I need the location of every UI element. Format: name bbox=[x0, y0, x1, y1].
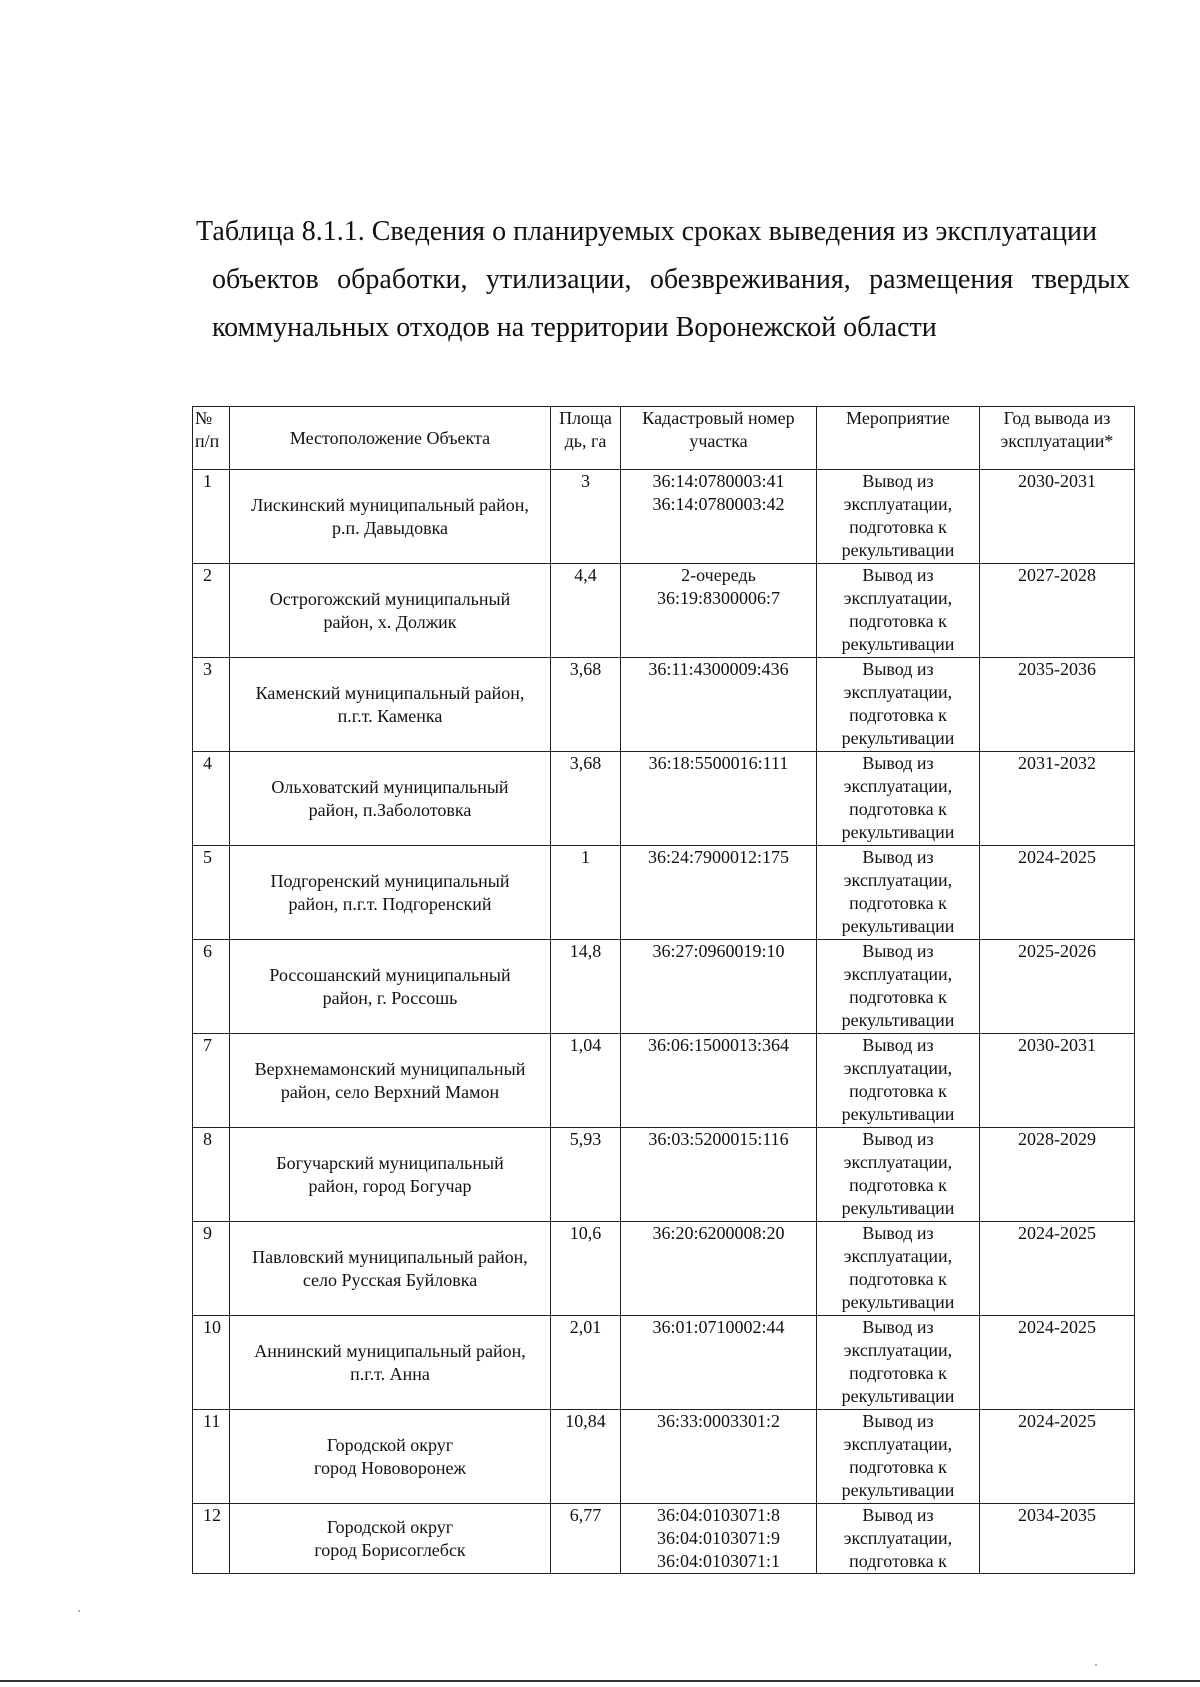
page-title bbox=[196, 208, 1130, 352]
year-cell: 2030-2031 bbox=[980, 470, 1135, 564]
measure-cell-line: рекультивации bbox=[841, 1104, 955, 1124]
cadastral-cell-line: 36:03:5200015:116 bbox=[648, 1129, 789, 1149]
location-cell bbox=[230, 470, 551, 564]
measure-cell-line: эксплуатации, bbox=[843, 1058, 953, 1078]
row-number: 4 bbox=[193, 752, 230, 846]
table-row bbox=[193, 1034, 1135, 1128]
year-cell: 2028-2029 bbox=[980, 1128, 1135, 1222]
measure-cell bbox=[817, 470, 980, 564]
measure-cell-line: рекультивации bbox=[841, 1292, 955, 1312]
year-cell: 2024-2025 bbox=[980, 1316, 1135, 1410]
location-cell bbox=[230, 564, 551, 658]
cadastral-cell bbox=[621, 564, 817, 658]
area-cell: 3 bbox=[551, 470, 621, 564]
measure-cell-line: подготовка к bbox=[849, 1551, 947, 1571]
location-cell-line: район, п.Заболотовка bbox=[308, 799, 472, 820]
measure-cell-line: подготовка к bbox=[849, 705, 947, 725]
cadastral-cell bbox=[621, 1316, 817, 1410]
location-cell-line: район, х. Должик bbox=[323, 611, 457, 632]
cadastral-cell bbox=[621, 1504, 817, 1574]
measure-cell-line: эксплуатации, bbox=[843, 1246, 953, 1266]
measure-cell bbox=[817, 1410, 980, 1504]
measure-cell-line: рекультивации bbox=[841, 916, 955, 936]
row-number: 7 bbox=[193, 1034, 230, 1128]
cadastral-cell bbox=[621, 1222, 817, 1316]
cadastral-cell-line: 36:20:6200008:20 bbox=[652, 1223, 785, 1243]
table-row bbox=[193, 1128, 1135, 1222]
location-cell-line: Лискинский муниципальный район, bbox=[251, 494, 529, 515]
location-cell-line: район, город Богучар bbox=[308, 1175, 472, 1196]
table-row bbox=[193, 1504, 1135, 1574]
area-cell: 3,68 bbox=[551, 752, 621, 846]
cadastral-cell-line: 36:04:0103071:8 bbox=[656, 1505, 780, 1525]
measure-cell bbox=[817, 1128, 980, 1222]
measure-cell-line: эксплуатации, bbox=[843, 776, 953, 796]
measure-cell bbox=[817, 564, 980, 658]
cadastral-cell-line: 36:24:7900012:175 bbox=[647, 847, 789, 867]
row-number: 10 bbox=[193, 1316, 230, 1410]
location-cell-line: район, г. Россошь bbox=[322, 987, 458, 1008]
header-area-line: Площа bbox=[559, 408, 612, 428]
scan-speck bbox=[1095, 1664, 1097, 1666]
location-cell bbox=[230, 1504, 551, 1574]
header-area bbox=[551, 407, 621, 470]
measure-cell-line: эксплуатации, bbox=[843, 494, 953, 514]
location-cell-line: п.г.т. Каменка bbox=[337, 705, 443, 726]
area-cell: 14,8 bbox=[551, 940, 621, 1034]
area-cell: 2,01 bbox=[551, 1316, 621, 1410]
measure-cell-line: рекультивации bbox=[841, 1480, 955, 1500]
row-number: 8 bbox=[193, 1128, 230, 1222]
scan-speck bbox=[78, 1610, 80, 1612]
cadastral-cell bbox=[621, 1410, 817, 1504]
location-cell-line: Россошанский муниципальный bbox=[269, 964, 511, 985]
measure-cell-line: подготовка к bbox=[849, 517, 947, 537]
area-cell: 10,6 bbox=[551, 1222, 621, 1316]
table-body bbox=[193, 470, 1135, 1574]
row-number: 6 bbox=[193, 940, 230, 1034]
measure-cell-line: эксплуатации, bbox=[843, 964, 953, 984]
header-cadastral-line: участка bbox=[689, 431, 748, 451]
measure-cell-line: Вывод из bbox=[862, 471, 934, 491]
location-cell bbox=[230, 1316, 551, 1410]
cadastral-cell-line: 36:04:0103071:1 bbox=[656, 1551, 780, 1571]
measure-cell-line: Вывод из bbox=[862, 941, 934, 961]
header-year-line: Год вывода из bbox=[1003, 408, 1111, 428]
area-cell: 1,04 bbox=[551, 1034, 621, 1128]
measure-cell bbox=[817, 1034, 980, 1128]
year-cell: 2025-2026 bbox=[980, 940, 1135, 1034]
location-cell bbox=[230, 846, 551, 940]
measure-cell-line: эксплуатации, bbox=[843, 1340, 953, 1360]
table-row bbox=[193, 470, 1135, 564]
measure-cell-line: эксплуатации, bbox=[843, 870, 953, 890]
header-num bbox=[193, 407, 230, 470]
row-number: 12 bbox=[193, 1504, 230, 1574]
cadastral-cell bbox=[621, 1034, 817, 1128]
measure-cell bbox=[817, 846, 980, 940]
measure-cell-line: Вывод из bbox=[862, 847, 934, 867]
title-line-1: Таблица 8.1.1. Сведения о планируемых сроках выведения из эксплуатации bbox=[196, 216, 1097, 247]
location-cell-line: район, село Верхний Мамон bbox=[280, 1081, 500, 1102]
location-cell-line: Подгоренский муниципальный bbox=[270, 870, 510, 891]
area-cell: 6,77 bbox=[551, 1504, 621, 1574]
cadastral-cell-line: 36:06:1500013:364 bbox=[647, 1035, 789, 1055]
header-year-line: эксплуатации* bbox=[1000, 431, 1114, 451]
year-cell: 2030-2031 bbox=[980, 1034, 1135, 1128]
measure-cell-line: Вывод из bbox=[862, 1223, 934, 1243]
location-cell-line: р.п. Давыдовка bbox=[331, 517, 449, 538]
location-cell-line: город Нововоронеж bbox=[314, 1457, 466, 1478]
table-row bbox=[193, 1222, 1135, 1316]
location-cell bbox=[230, 1222, 551, 1316]
area-cell: 3,68 bbox=[551, 658, 621, 752]
cadastral-cell bbox=[621, 752, 817, 846]
measure-cell-line: рекультивации bbox=[841, 728, 955, 748]
row-number: 2 bbox=[193, 564, 230, 658]
location-cell bbox=[230, 940, 551, 1034]
page-edge-line bbox=[0, 1680, 1200, 1682]
measure-cell-line: подготовка к bbox=[849, 1363, 947, 1383]
measure-cell-line: Вывод из bbox=[862, 753, 934, 773]
measure-cell-line: подготовка к bbox=[849, 893, 947, 913]
table-row bbox=[193, 846, 1135, 940]
measure-cell bbox=[817, 752, 980, 846]
measure-cell-line: эксплуатации, bbox=[843, 1528, 953, 1548]
row-number: 9 bbox=[193, 1222, 230, 1316]
measure-cell-line: эксплуатации, bbox=[843, 682, 953, 702]
measure-cell-line: Вывод из bbox=[862, 1129, 934, 1149]
measure-cell-line: рекультивации bbox=[841, 1010, 955, 1030]
cadastral-cell bbox=[621, 658, 817, 752]
cadastral-cell-line: 36:01:0710002:44 bbox=[652, 1317, 785, 1337]
row-number: 5 bbox=[193, 846, 230, 940]
measure-cell bbox=[817, 1316, 980, 1410]
location-cell bbox=[230, 1410, 551, 1504]
year-cell: 2024-2025 bbox=[980, 846, 1135, 940]
measure-cell bbox=[817, 1222, 980, 1316]
table-row bbox=[193, 752, 1135, 846]
location-cell-line: п.г.т. Анна bbox=[350, 1363, 430, 1384]
location-cell-line: Каменский муниципальный район, bbox=[255, 682, 525, 703]
measure-cell-line: подготовка к bbox=[849, 987, 947, 1007]
location-cell-line: Верхнемамонский муниципальный bbox=[254, 1058, 526, 1079]
year-cell: 2035-2036 bbox=[980, 658, 1135, 752]
area-cell: 1 bbox=[551, 846, 621, 940]
row-number: 11 bbox=[193, 1410, 230, 1504]
measure-cell-line: подготовка к bbox=[849, 799, 947, 819]
decommission-table bbox=[192, 406, 1135, 1574]
measure-cell-line: Вывод из bbox=[862, 1035, 934, 1055]
measure-cell bbox=[817, 1504, 980, 1574]
location-cell bbox=[230, 1034, 551, 1128]
header-num-line: п/п bbox=[195, 431, 220, 451]
table-row bbox=[193, 564, 1135, 658]
header-location: Местоположение Объекта bbox=[230, 407, 551, 470]
area-cell: 4,4 bbox=[551, 564, 621, 658]
measure-cell-line: подготовка к bbox=[849, 1269, 947, 1289]
measure-cell-line: подготовка к bbox=[849, 1457, 947, 1477]
location-cell-line: Аннинский муниципальный район, bbox=[254, 1340, 526, 1361]
cadastral-cell-line: 36:14:0780003:42 bbox=[652, 494, 785, 514]
area-cell: 5,93 bbox=[551, 1128, 621, 1222]
cadastral-cell bbox=[621, 940, 817, 1034]
measure-cell-line: Вывод из bbox=[862, 1505, 934, 1525]
title-line-3: коммунальных отходов на территории Воронежской области bbox=[212, 312, 937, 343]
area-cell: 10,84 bbox=[551, 1410, 621, 1504]
location-cell bbox=[230, 658, 551, 752]
measure-cell bbox=[817, 940, 980, 1034]
measure-cell-line: Вывод из bbox=[862, 1411, 934, 1431]
cadastral-cell bbox=[621, 1128, 817, 1222]
measure-cell-line: Вывод из bbox=[862, 565, 934, 585]
table-header-row bbox=[193, 407, 1135, 470]
table-row bbox=[193, 1410, 1135, 1504]
location-cell-line: Острогожский муниципальный bbox=[269, 588, 511, 609]
measure-cell-line: эксплуатации, bbox=[843, 1152, 953, 1172]
year-cell: 2024-2025 bbox=[980, 1410, 1135, 1504]
measure-cell-line: подготовка к bbox=[849, 1175, 947, 1195]
cadastral-cell-line: 36:27:0960019:10 bbox=[652, 941, 785, 961]
location-cell-line: село Русская Буйловка bbox=[302, 1269, 478, 1290]
location-cell-line: Городской округ bbox=[326, 1516, 454, 1537]
table-row bbox=[193, 1316, 1135, 1410]
cadastral-cell-line: 2-очередь bbox=[681, 565, 756, 585]
row-number: 1 bbox=[193, 470, 230, 564]
measure-cell bbox=[817, 658, 980, 752]
cadastral-cell bbox=[621, 470, 817, 564]
measure-cell-line: эксплуатации, bbox=[843, 588, 953, 608]
measure-cell-line: Вывод из bbox=[862, 659, 934, 679]
cadastral-cell-line: 36:33:0003301:2 bbox=[656, 1411, 780, 1431]
cadastral-cell-line: 36:19:8300006:7 bbox=[656, 588, 780, 608]
header-cadastral bbox=[621, 407, 817, 470]
location-cell-line: Павловский муниципальный район, bbox=[252, 1246, 528, 1267]
location-cell-line: Ольховатский муниципальный bbox=[271, 776, 509, 797]
year-cell: 2034-2035 bbox=[980, 1504, 1135, 1574]
cadastral-cell-line: 36:18:5500016:111 bbox=[648, 753, 789, 773]
cadastral-cell-line: 36:04:0103071:9 bbox=[656, 1528, 780, 1548]
year-cell: 2031-2032 bbox=[980, 752, 1135, 846]
title-line-2: объектов обработки, утилизации, обезвреживания, размещения твердых bbox=[212, 264, 1130, 295]
location-cell bbox=[230, 752, 551, 846]
header-year bbox=[980, 407, 1135, 470]
table-row bbox=[193, 940, 1135, 1034]
measure-cell-line: подготовка к bbox=[849, 1081, 947, 1101]
header-area-line: дь, га bbox=[564, 431, 607, 451]
measure-cell-line: рекультивации bbox=[841, 1198, 955, 1218]
location-cell-line: город Борисоглебск bbox=[314, 1539, 466, 1560]
location-cell-line: Богучарский муниципальный bbox=[276, 1152, 504, 1173]
header-measure: Мероприятие bbox=[817, 407, 980, 470]
measure-cell-line: Вывод из bbox=[862, 1317, 934, 1337]
location-cell bbox=[230, 1128, 551, 1222]
table-row bbox=[193, 658, 1135, 752]
measure-cell-line: рекультивации bbox=[841, 634, 955, 654]
cadastral-cell bbox=[621, 846, 817, 940]
measure-cell-line: подготовка к bbox=[849, 611, 947, 631]
measure-cell-line: рекультивации bbox=[841, 1386, 955, 1406]
year-cell: 2027-2028 bbox=[980, 564, 1135, 658]
header-num-line: № bbox=[195, 408, 213, 428]
row-number: 3 bbox=[193, 658, 230, 752]
measure-cell-line: рекультивации bbox=[841, 822, 955, 842]
location-cell-line: район, п.г.т. Подгоренский bbox=[288, 893, 492, 914]
cadastral-cell-line: 36:11:4300009:436 bbox=[648, 659, 789, 679]
cadastral-cell-line: 36:14:0780003:41 bbox=[652, 471, 785, 491]
measure-cell-line: рекультивации bbox=[841, 540, 955, 560]
measure-cell-line: эксплуатации, bbox=[843, 1434, 953, 1454]
header-cadastral-line: Кадастровый номер bbox=[642, 408, 795, 428]
location-cell-line: Городской округ bbox=[326, 1434, 454, 1455]
year-cell: 2024-2025 bbox=[980, 1222, 1135, 1316]
